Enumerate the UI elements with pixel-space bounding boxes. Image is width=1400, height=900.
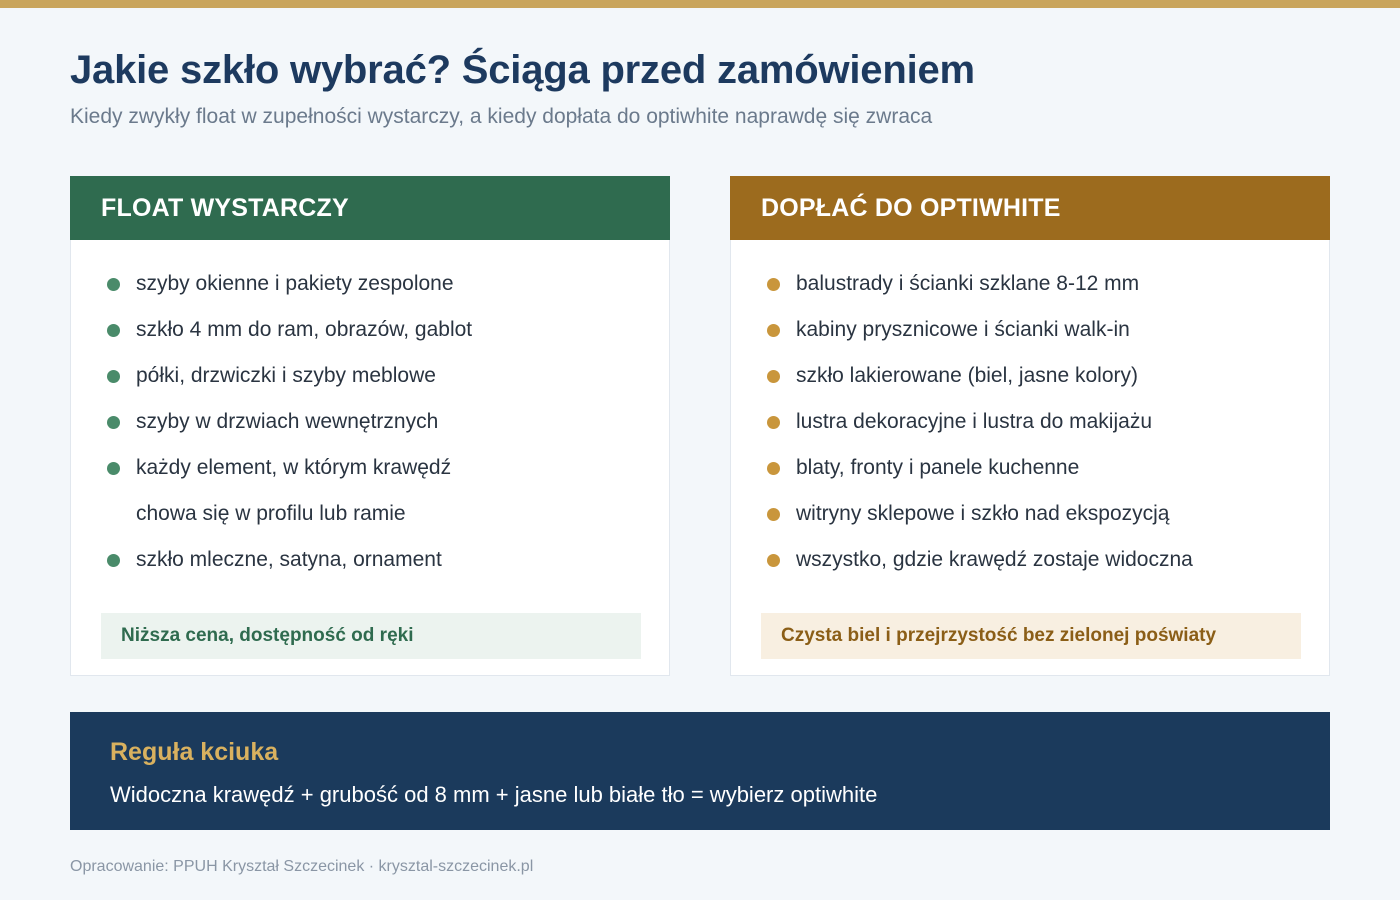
bullet-dot-icon (767, 370, 780, 383)
optiwhite-summary-note: Czysta biel i przejrzystość bez zielonej poświaty (761, 613, 1301, 659)
list-item-text: balustrady i ścianki szklane 8-12 mm (796, 272, 1140, 295)
list-item-text-continued: chowa się w profilu lub ramie (136, 502, 406, 525)
list-item (731, 353, 1329, 399)
list-item-text: szyby okienne i pakiety zespolone (136, 272, 454, 295)
list-item-text: lustra dekoracyjne i lustra do makijażu (796, 410, 1152, 433)
list-item (731, 445, 1329, 491)
optiwhite-card (730, 176, 1330, 676)
float-card (70, 176, 670, 676)
float-summary-note: Niższa cena, dostępność od ręki (101, 613, 641, 659)
bullet-dot-icon (107, 554, 120, 567)
bullet-dot-icon (767, 508, 780, 521)
list-item (71, 399, 669, 445)
bullet-dot-icon (767, 554, 780, 567)
list-item-text: szkło 4 mm do ram, obrazów, gablot (136, 318, 473, 341)
list-item-text: wszystko, gdzie krawędź zostaje widoczna (796, 548, 1193, 571)
rule-title: Reguła kciuka (110, 738, 279, 766)
list-item-text: każdy element, w którym krawędź (136, 456, 452, 479)
bullet-dot-icon (107, 462, 120, 475)
bullet-dot-icon (767, 278, 780, 291)
list-item-text: szkło mleczne, satyna, ornament (136, 548, 442, 571)
list-item (731, 399, 1329, 445)
optiwhite-item-list (731, 261, 1329, 583)
rule-of-thumb-box (70, 712, 1330, 830)
page-subtitle: Kiedy zwykły float w zupełności wystarczy, a kiedy dopłata do optiwhite naprawdę się zwraca (70, 105, 933, 128)
list-item-text: półki, drzwiczki i szyby meblowe (136, 364, 436, 387)
bullet-dot-icon (767, 416, 780, 429)
list-item (71, 261, 669, 307)
list-item (71, 307, 669, 353)
list-item (731, 261, 1329, 307)
list-item-text: blaty, fronty i panele kuchenne (796, 456, 1080, 479)
bullet-dot-icon (767, 324, 780, 337)
list-item (71, 445, 669, 537)
float-card-heading: FLOAT WYSTARCZY (70, 176, 670, 240)
list-item-text: szkło lakierowane (biel, jasne kolory) (796, 364, 1138, 387)
list-item-text: witryny sklepowe i szkło nad ekspozycją (796, 502, 1170, 525)
list-item (731, 491, 1329, 537)
rule-text: Widoczna krawędź + grubość od 8 mm + jasne lub białe tło = wybierz optiwhite (110, 782, 878, 807)
top-accent-bar (0, 0, 1400, 8)
bullet-dot-icon (107, 370, 120, 383)
list-item-text: szyby w drzwiach wewnętrznych (136, 410, 439, 433)
list-item (71, 537, 669, 583)
optiwhite-card-heading: DOPŁAĆ DO OPTIWHITE (730, 176, 1330, 240)
float-item-list (71, 261, 669, 583)
list-item-text: kabiny prysznicowe i ścianki walk-in (796, 318, 1130, 341)
list-item (731, 537, 1329, 583)
bullet-dot-icon (107, 416, 120, 429)
page-title: Jakie szkło wybrać? Ściąga przed zamówieniem (70, 48, 975, 92)
list-item (71, 353, 669, 399)
list-item (731, 307, 1329, 353)
bullet-dot-icon (767, 462, 780, 475)
footer-credit: Opracowanie: PPUH Kryształ Szczecinek · krysztal-szczecinek.pl (70, 858, 534, 875)
bullet-dot-icon (107, 278, 120, 291)
bullet-dot-icon (107, 324, 120, 337)
